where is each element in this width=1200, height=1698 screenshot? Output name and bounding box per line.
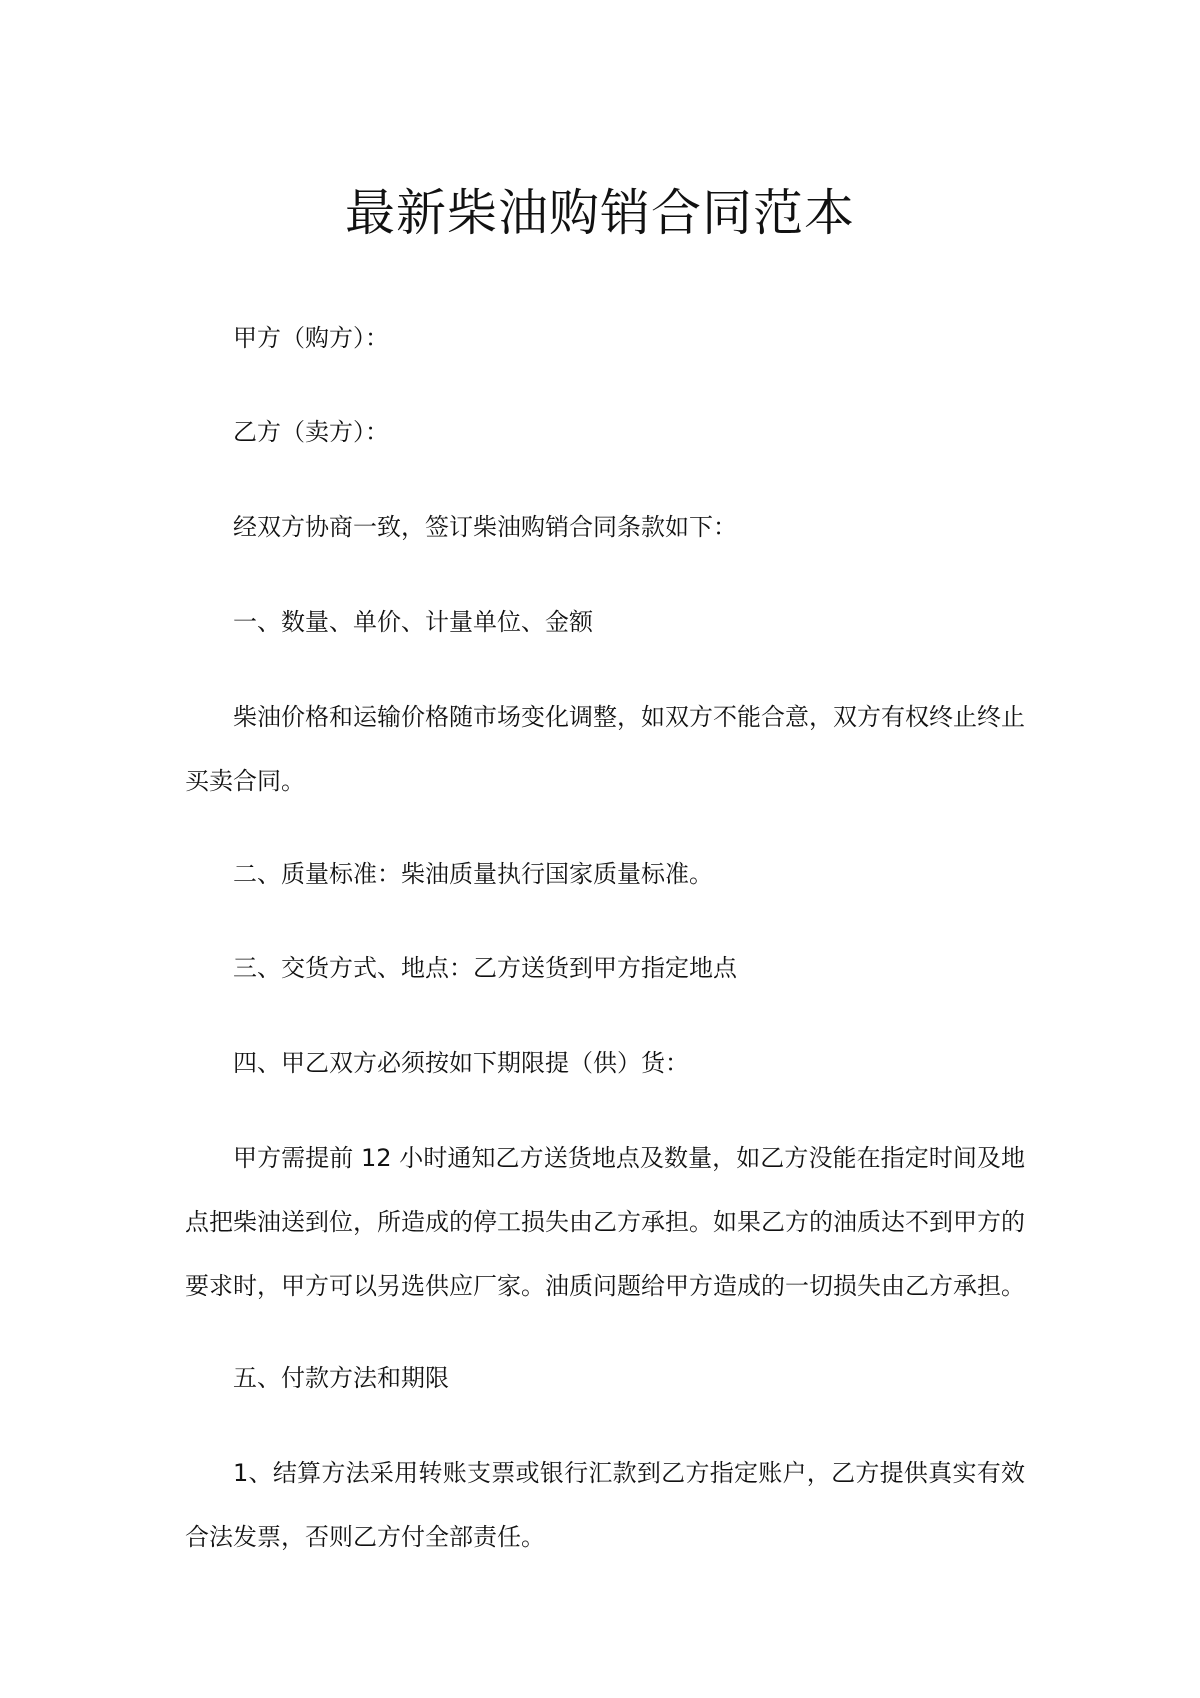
section-1-heading: 一、数量、单价、计量单位、金额 xyxy=(233,608,593,636)
party-a-line: 甲方（购方）： xyxy=(233,324,389,352)
settlement-paragraph: 1、结算方法采用转账支票或银行汇款到乙方指定账户，乙方提供真实有效合法发票，否则乙方付全部责任。 xyxy=(185,1459,1025,1551)
section-3-delivery: 三、交货方式、地点：乙方送货到甲方指定地点 xyxy=(233,954,737,982)
section-4-heading: 四、甲乙双方必须按如下期限提（供）货： xyxy=(233,1049,689,1077)
section-5-heading: 五、付款方法和期限 xyxy=(233,1364,449,1392)
document-title: 最新柴油购销合同范本 xyxy=(345,184,855,242)
price-paragraph: 柴油价格和运输价格随市场变化调整，如双方不能合意，双方有权终止终止买卖合同。 xyxy=(185,703,1025,795)
delivery-terms-paragraph: 甲方需提前 12 小时通知乙方送货地点及数量，如乙方没能在指定时间及地点把柴油送到位，所造成的停工损失由乙方承担。如果乙方的油质达不到甲方的要求时，甲方可以另选供应厂家。油质问题给甲方造成的一切损失由乙方承担。 xyxy=(185,1144,1025,1300)
section-2-quality: 二、质量标准：柴油质量执行国家质量标准。 xyxy=(233,860,713,888)
party-b-line: 乙方（卖方）： xyxy=(233,418,389,446)
intro-paragraph: 经双方协商一致，签订柴油购销合同条款如下： xyxy=(233,513,737,541)
